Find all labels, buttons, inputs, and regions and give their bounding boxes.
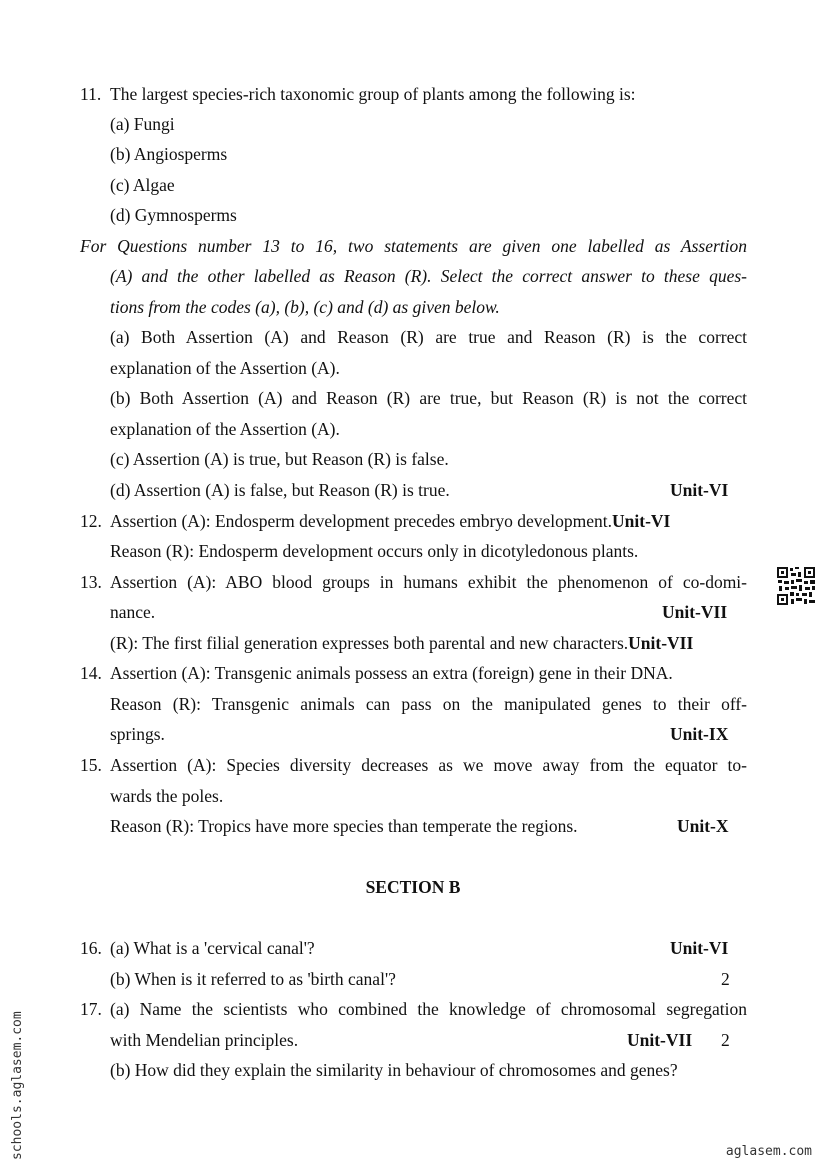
q13-number: 13. (80, 572, 102, 592)
qr-code-icon (776, 566, 816, 606)
q14-unit-label: Unit-IX (670, 724, 729, 744)
code-d: (d) Assertion (A) is false, but Reason (R) is true. (110, 480, 450, 500)
q12-reason: Reason (R): Endosperm development occurs only in dicotyledonous plants. (110, 541, 639, 561)
code-b-line-1: (b) Both Assertion (A) and Reason (R) are true, but Reason (R) is not the correct (110, 388, 747, 408)
q15-unit-label: Unit-X (677, 816, 729, 836)
q15-number: 15. (80, 755, 102, 775)
q14-assertion: Assertion (A): Transgenic animals possess an extra (foreign) gene in their DNA. (110, 663, 673, 683)
instructions-line-1: For Questions number 13 to 16, two statements are given one labelled as Assertion (80, 236, 747, 256)
q15-assertion-line-1: Assertion (A): Species diversity decreases as we move away from the equator to- (110, 755, 747, 775)
q14-number: 14. (80, 663, 102, 683)
q17-part-b: (b) How did they explain the similarity in behaviour of chromosomes and genes? (110, 1060, 678, 1080)
q12-assertion-text: Assertion (A): Endosperm development precedes embryo development. (110, 511, 613, 531)
q15-reason: Reason (R): Tropics have more species than temperate the regions. (110, 816, 578, 836)
q17-unit-label: Unit-VII (627, 1030, 693, 1050)
q13-reason-text: (R): The first filial generation expresses both parental and new characters. (110, 633, 629, 653)
q13-assertion-line-1: Assertion (A): ABO blood groups in humans exhibit the phenomenon of co-domi- (110, 572, 747, 592)
q14-reason-line-2: springs. (110, 724, 165, 744)
code-a-line-1: (a) Both Assertion (A) and Reason (R) are true and Reason (R) is the correct (110, 327, 747, 347)
q11-option-d: (d) Gymnosperms (110, 205, 237, 225)
instructions-line-3: tions from the codes (a), (b), (c) and (d) as given below. (110, 297, 500, 317)
q11-text: The largest species-rich taxonomic group of plants among the following is: (110, 84, 636, 104)
q12-assertion (110, 510, 747, 532)
q13-unit-label-1: Unit-VII (662, 602, 728, 622)
q11-option-c: (c) Algae (110, 175, 175, 195)
q17-marks: 2 (721, 1030, 730, 1050)
q11-option-b: (b) Angiosperms (110, 144, 228, 164)
q13-assertion-line-2: nance. (110, 602, 156, 622)
q17-part-a-line-1: (a) Name the scientists who combined the knowledge of chromosomal segregation (110, 999, 747, 1019)
q12-unit-label: Unit-VI (612, 511, 671, 531)
q13-unit-label-2: Unit-VII (628, 633, 694, 653)
q17-part-a-line-2: with Mendelian principles. (110, 1030, 299, 1050)
q14-reason-line-1: Reason (R): Transgenic animals can pass on the manipulated genes to their off- (110, 694, 747, 714)
q15-assertion-line-2: wards the poles. (110, 786, 224, 806)
q11-number: 11. (80, 84, 102, 104)
section-b-heading: SECTION B (365, 877, 461, 897)
q13-reason (110, 632, 747, 654)
q12-number: 12. (80, 511, 102, 531)
q11-option-a: (a) Fungi (110, 114, 175, 134)
q16-part-a: (a) What is a 'cervical canal'? (110, 938, 315, 958)
code-a-line-2: explanation of the Assertion (A). (110, 358, 340, 378)
instructions-unit-label: Unit-VI (670, 480, 729, 500)
footer-watermark: aglasem.com (725, 1144, 812, 1159)
q16-part-b: (b) When is it referred to as 'birth canal'? (110, 969, 396, 989)
q17-number: 17. (80, 999, 102, 1019)
q16-unit-label: Unit-VI (670, 938, 729, 958)
code-c: (c) Assertion (A) is true, but Reason (R) is false. (110, 449, 449, 469)
instructions-line-2: (A) and the other labelled as Reason (R). Select the correct answer to these ques- (110, 266, 747, 286)
q16-marks: 2 (721, 969, 730, 989)
code-b-line-2: explanation of the Assertion (A). (110, 419, 340, 439)
side-watermark: schools.aglasem.com (10, 1011, 25, 1160)
q16-number: 16. (80, 938, 102, 958)
